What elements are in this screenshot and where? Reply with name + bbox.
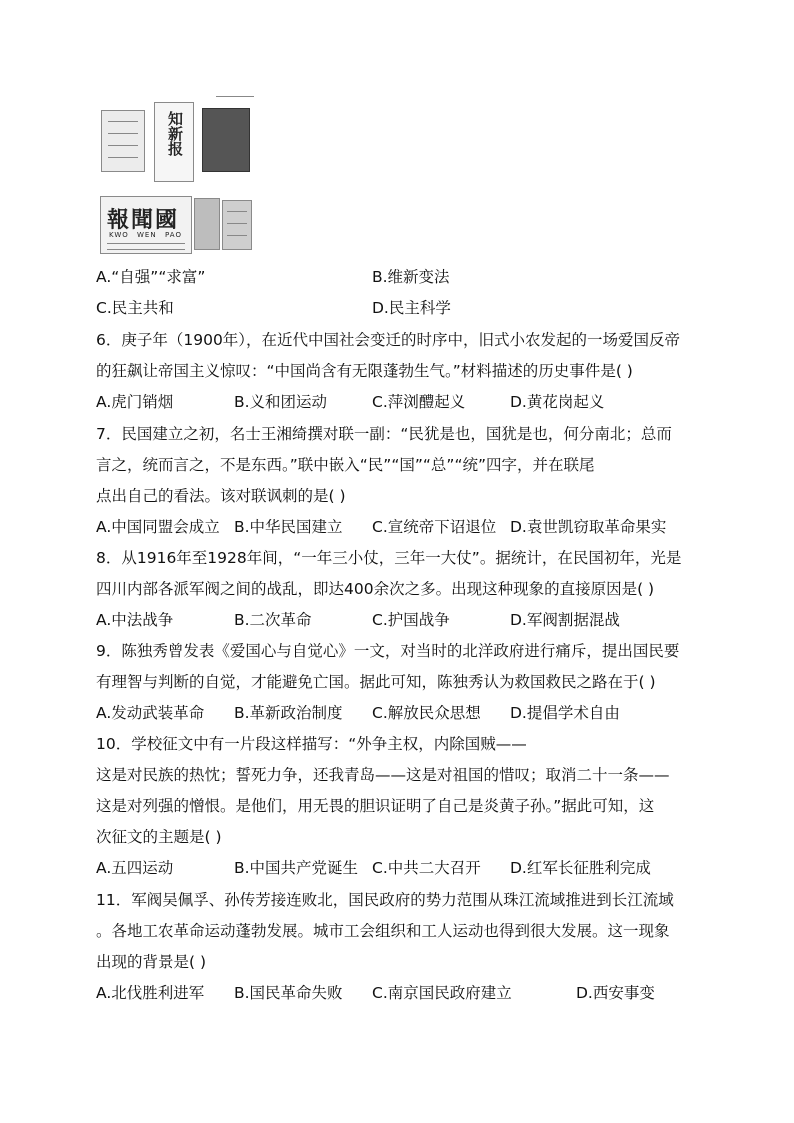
- q11-stem-line-1: 11．军阀吴佩孚、孙传芳接连败北，国民政府的势力范围从珠江流域推进到长江流域: [96, 891, 674, 909]
- q6-option-c: C.萍浏醴起义: [372, 393, 466, 411]
- q10-option-d: D.红军长征胜利完成: [510, 859, 651, 877]
- q5-option-b: B.维新变法: [372, 268, 450, 286]
- q7-stem-line-2: 言之，统而言之，不是东西。”联中嵌入“民”“国”“总”“统”四字，并在联尾: [96, 456, 595, 474]
- q8-option-c: C.护国战争: [372, 611, 450, 629]
- q11-option-d: D.西安事变: [576, 984, 655, 1002]
- q7-stem-line-1: 7．民国建立之初，名士王湘绮撰对联一副：“民犹是也，国犹是也，何分南北；总而: [96, 425, 672, 443]
- q7-option-c: C.宣统帝下诏退位: [372, 518, 497, 536]
- newspaper-image-3: [202, 108, 250, 172]
- q7-option-d: D.袁世凯窃取革命果实: [510, 518, 667, 536]
- q6-stem-line-2: 的狂飙让帝国主义惊叹：“中国尚含有无限蓬勃生气。”材料描述的历史事件是( ): [96, 362, 633, 380]
- q11-stem-line-2: 。各地工农革命运动蓬勃发展。城市工会组织和工人运动也得到很大发展。这一现象: [96, 922, 670, 940]
- q9-option-d: D.提倡学术自由: [510, 704, 620, 722]
- q10-option-b: B.中国共产党诞生: [234, 859, 359, 877]
- q9-option-a: A.发动武装革命: [96, 704, 205, 722]
- q8-option-a: A.中法战争: [96, 611, 174, 629]
- q11-option-a: A.北伐胜利进军: [96, 984, 205, 1002]
- q11-option-b: B.国民革命失败: [234, 984, 343, 1002]
- q11-option-c: C.南京国民政府建立: [372, 984, 512, 1002]
- q9-stem-line-1: 9．陈独秀曾发表《爱国心与自觉心》一文，对当时的北洋政府进行痛斥，提出国民要: [96, 642, 680, 660]
- q9-stem-line-2: 有理智与判断的自觉，才能避免亡国。据此可知，陈独秀认为救国救民之路在于( ): [96, 673, 656, 691]
- q7-stem-line-3: 点出自己的看法。该对联讽刺的是( ): [96, 487, 346, 505]
- q10-stem-line-3: 这是对列强的憎恨。是他们，用无畏的胆识证明了自己是炎黄子孙。”据此可知，这: [96, 797, 655, 815]
- q8-option-b: B.二次革命: [234, 611, 312, 629]
- q10-option-c: C.中共二大召开: [372, 859, 481, 877]
- newspaper-photo: [98, 96, 254, 258]
- q6-option-a: A.虎门销烟: [96, 393, 174, 411]
- q10-stem-line-1: 10．学校征文中有一片段这样描写：“外争主权，内除国贼——: [96, 735, 527, 753]
- q11-stem-line-3: 出现的背景是( ): [96, 953, 207, 971]
- newspaper-image-6: [222, 200, 252, 250]
- q6-option-b: B.义和团运动: [234, 393, 328, 411]
- q5-option-c: C.民主共和: [96, 299, 174, 317]
- q7-option-b: B.中华民国建立: [234, 518, 343, 536]
- q6-stem-line-1: 6．庚子年（1900年），在近代中国社会变迁的时序中，旧式小农发起的一场爱国反帝: [96, 331, 681, 349]
- q5-option-d: D.民主科学: [372, 299, 451, 317]
- romanization-3: PAO: [165, 231, 182, 239]
- romanization-1: KWO: [109, 231, 129, 239]
- newspaper-image-5: [194, 198, 220, 250]
- q8-stem-line-2: 四川内部各派军阀之间的战乱，即达400余次之多。出现这种现象的直接原因是( ): [96, 580, 655, 598]
- romanization-2: WEN: [137, 231, 157, 239]
- q7-option-a: A.中国同盟会成立: [96, 518, 220, 536]
- newspaper-image-4: [100, 196, 192, 254]
- q8-stem-line-1: 8．从1916年至1928年间，“一年三小仗，三年一大仗”。据统计，在民国初年，光是: [96, 549, 682, 567]
- newspaper-image-2: [154, 102, 194, 182]
- q9-option-c: C.解放民众思想: [372, 704, 481, 722]
- q5-option-a: A.“自强”“求富”: [96, 268, 206, 286]
- q9-option-b: B.革新政治制度: [234, 704, 343, 722]
- q10-option-a: A.五四运动: [96, 859, 174, 877]
- newspaper-image-1: [101, 110, 145, 172]
- newspaper-title-vertical: 知新报: [166, 111, 184, 156]
- q10-stem-line-4: 次征文的主题是( ): [96, 828, 222, 846]
- newspaper-title-horizontal: 報聞國: [107, 207, 180, 233]
- q10-stem-line-2: 这是对民族的热忱；誓死力争，还我青岛——这是对祖国的惜叹；取消二十一条——: [96, 766, 670, 784]
- q6-option-d: D.黄花岗起义: [510, 393, 605, 411]
- q8-option-d: D.军阀割据混战: [510, 611, 620, 629]
